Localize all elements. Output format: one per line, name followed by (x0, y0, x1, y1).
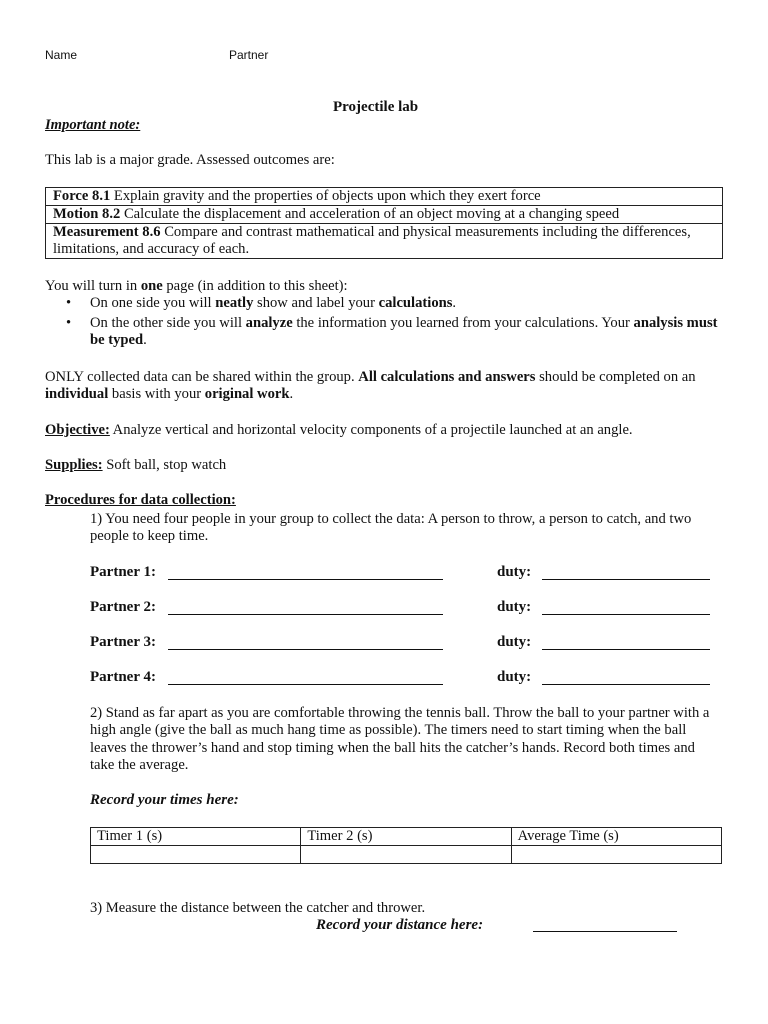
turnin-intro (45, 278, 725, 295)
sharing-paragraph (45, 369, 725, 404)
outcome-text: Compare and contrast mathematical and physical measurements including the differences, limitations, and accuracy of each. (53, 224, 691, 257)
outcome-code: Measurement 8.6 (53, 224, 161, 240)
objective-text: Analyze vertical and horizontal velocity components of a projectile launched at an angle. (109, 422, 633, 438)
sharing-bold: original work (204, 386, 290, 403)
outcome-cell (46, 224, 723, 259)
outcome-code: Force 8.1 (53, 188, 111, 204)
outcomes-table (45, 187, 723, 259)
outcome-cell (46, 188, 723, 206)
partner-row-1 (90, 564, 720, 584)
duty-label: duty: (497, 599, 532, 615)
important-note-heading: Important note: (45, 117, 141, 133)
turnin-bold: one (140, 278, 163, 294)
sharing-bold: individual (45, 386, 109, 403)
bullet-text: the information you learned from your calculations. Your (292, 314, 634, 331)
supplies-line (45, 457, 725, 474)
duty-label: duty: (497, 669, 532, 685)
procedures-heading: Procedures for data collection: (45, 492, 236, 508)
record-distance-label: Record your distance here: (316, 917, 484, 933)
page-title: Projectile lab (333, 99, 419, 115)
bullet-text: On the other side you will (90, 314, 246, 331)
outcome-cell (46, 206, 723, 224)
objective-line (45, 422, 745, 439)
turnin-post: page (in addition to this sheet): (162, 278, 348, 294)
table-header-cell: Timer 2 (s) (301, 828, 511, 846)
sharing-text: basis with your (108, 386, 205, 403)
list-item (45, 315, 725, 350)
table-row (91, 846, 722, 864)
partner-row-4 (90, 669, 720, 689)
turnin-pre: You will turn in (45, 278, 141, 294)
timer-1-entry-cell[interactable] (91, 846, 301, 864)
bullet-bold: analysis must be typed (90, 314, 718, 348)
duty-label: duty: (497, 634, 532, 650)
step-2-text: 2) Stand as far apart as you are comfortable throwing the tennis ball. Throw the ball to your partner with a high angle (give the ball as much hang time as possible). The timers need to start timing when the ball leaves the thrower’s hand and stop timing when the ball hits the catcher’s hands. Record both times and take the average. (90, 705, 710, 773)
duty-blank[interactable] (542, 614, 710, 615)
step-1-text: 1) You need four people in your group to collect the data: A person to throw, a person to catch, and two people to keep time. (90, 511, 692, 545)
sharing-text: should be completed on an (535, 369, 696, 385)
bullet-bold: neatly (215, 295, 254, 311)
table-row (91, 828, 722, 846)
partner-blank[interactable] (168, 684, 443, 685)
sharing-text: ONLY collected data can be shared within the group. (45, 369, 359, 385)
partner-blank[interactable] (168, 579, 443, 580)
outcome-code: Motion 8.2 (53, 206, 121, 222)
partner-blank[interactable] (168, 649, 443, 650)
sharing-text: . (289, 386, 294, 403)
step-3-text: 3) Measure the distance between the catcher and thrower. (90, 900, 426, 916)
times-table (90, 827, 722, 864)
objective-label: Objective: (45, 422, 110, 438)
timer-2-entry-cell[interactable] (301, 846, 511, 864)
partner-label: Partner 4: (90, 669, 156, 685)
bullet-icon: • (66, 295, 72, 311)
bullet-text: . (452, 295, 457, 311)
partner-label: Partner (229, 48, 269, 62)
bullet-text: . (143, 332, 147, 348)
record-times-heading: Record your times here: (90, 792, 239, 808)
partner-label: Partner 2: (90, 599, 156, 615)
bullet-text: On one side you will (90, 295, 216, 311)
duty-label: duty: (497, 564, 532, 580)
table-row (46, 188, 723, 206)
supplies-text: Soft ball, stop watch (102, 457, 227, 473)
table-header-cell: Average Time (s) (511, 828, 721, 846)
outcome-text: Explain gravity and the properties of objects upon which they exert force (110, 188, 541, 204)
sharing-bold: All calculations and answers (358, 369, 536, 385)
name-label: Name (45, 48, 78, 62)
list-item (45, 295, 725, 313)
partner-label: Partner 3: (90, 634, 156, 650)
bullet-text: show and label your (253, 295, 379, 311)
distance-blank[interactable] (533, 931, 677, 932)
duty-blank[interactable] (542, 579, 710, 580)
partner-label: Partner 1: (90, 564, 156, 580)
table-header-cell: Timer 1 (s) (91, 828, 301, 846)
bullet-bold: analyze (245, 314, 293, 331)
bullet-bold: calculations (378, 295, 453, 311)
supplies-label: Supplies: (45, 457, 103, 473)
average-entry-cell[interactable] (511, 846, 721, 864)
duty-blank[interactable] (542, 649, 710, 650)
outcome-text: Calculate the displacement and acceleration of an object moving at a changing speed (120, 206, 620, 222)
intro-text: This lab is a major grade. Assessed outcomes are: (45, 152, 335, 168)
table-row (46, 224, 723, 259)
duty-blank[interactable] (542, 684, 710, 685)
partner-row-2 (90, 599, 720, 619)
turnin-list (45, 295, 725, 352)
partner-blank[interactable] (168, 614, 443, 615)
table-row (46, 206, 723, 224)
partner-row-3 (90, 634, 720, 654)
bullet-icon: • (66, 314, 72, 331)
